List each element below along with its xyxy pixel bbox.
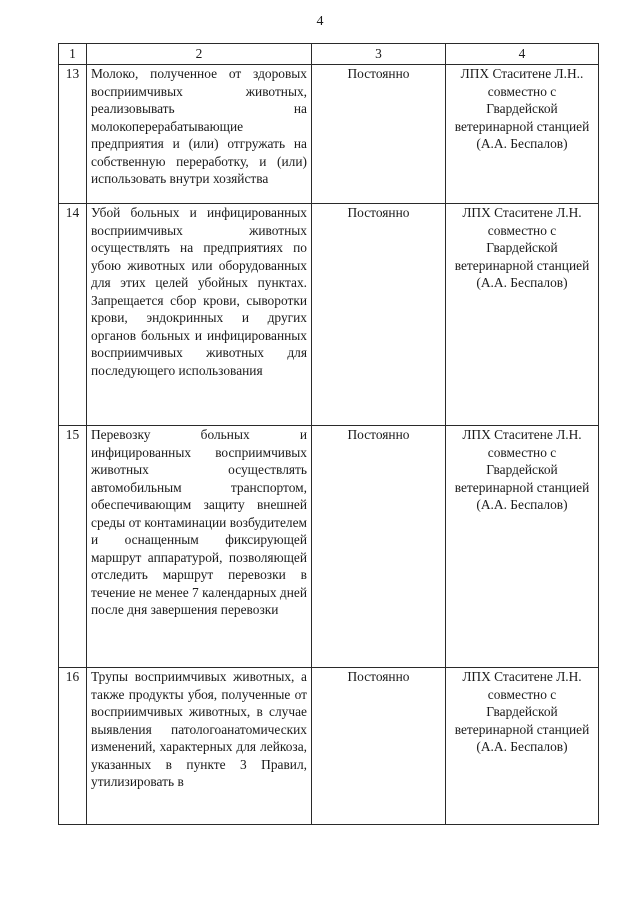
page-number: 4 — [316, 14, 324, 29]
responsible-line: ЛПХ Стаситене Л.Н.. — [460, 66, 584, 81]
row-number: 14 — [59, 204, 87, 426]
responsible-line: Гвардейской — [486, 240, 558, 255]
row-number: 16 — [59, 668, 87, 825]
table-row — [59, 65, 599, 204]
responsible-line: ветеринарной станцией — [454, 479, 590, 495]
column-header: 1 — [59, 44, 87, 65]
responsible-line: Гвардейской — [486, 462, 558, 477]
measure-description: Перевозку больных и инфицированных восприимчивых животных осуществлять автомобильным транспортом, обеспечивающим защиту внешней среды от контаминации возбудителем и оснащенным фиксирующей маршрут аппаратурой, позволяющей отследить маршрут перевозки в течение не менее 7 календарных дней после дня завершения перевозки — [87, 426, 312, 668]
responsible-line: совместно с — [487, 686, 557, 702]
column-header: 4 — [446, 44, 599, 65]
table-header-row — [59, 44, 599, 65]
measure-description: Трупы восприимчивых животных, а также продукты убоя, полученные от восприимчивых животных, в случае выявления патологоанатомических изменений, характерных для лейкоза, указанных в пункте 3 Правил, утилизировать в — [87, 668, 312, 825]
responsible-line: ветеринарной станцией — [454, 257, 590, 273]
table-row — [59, 204, 599, 426]
responsible-line: Гвардейской — [486, 704, 558, 719]
table-row — [59, 668, 599, 825]
responsible-party — [446, 65, 599, 204]
responsible-line: ЛПХ Стаситене Л.Н. — [462, 427, 582, 442]
column-header: 2 — [87, 44, 312, 65]
measure-period: Постоянно — [312, 426, 446, 668]
row-number: 15 — [59, 426, 87, 668]
measure-period: Постоянно — [312, 668, 446, 825]
measure-description: Молоко, полученное от здоровых восприимчивых животных, реализовывать на молокоперерабатывающие предприятия и (или) отгружать на собственную переработку, и (или) использовать внутри хозяйства — [87, 65, 312, 204]
responsible-line: ЛПХ Стаситене Л.Н. — [462, 669, 582, 684]
responsible-line: совместно с — [487, 444, 557, 460]
responsible-line: ветеринарной станцией — [454, 118, 590, 134]
responsible-line: ЛПХ Стаситене Л.Н. — [462, 205, 582, 220]
measure-period: Постоянно — [312, 65, 446, 204]
measures-table — [58, 43, 599, 825]
responsible-line: (А.А. Беспалов) — [476, 739, 568, 754]
responsible-line: (А.А. Беспалов) — [476, 497, 568, 512]
row-number: 13 — [59, 65, 87, 204]
measure-description: Убой больных и инфицированных восприимчивых животных осуществлять на предприятиях по убою животных или оборудованных для этих целей убойных пунктах. Запрещается сбор крови, сыворотки крови, эндокринных и других органов больных и инфицированных восприимчивых животных для последующего использования — [87, 204, 312, 426]
responsible-party — [446, 204, 599, 426]
responsible-line: совместно с — [487, 222, 557, 238]
table-row — [59, 426, 599, 668]
column-header: 3 — [312, 44, 446, 65]
measure-period: Постоянно — [312, 204, 446, 426]
responsible-line: (А.А. Беспалов) — [476, 136, 568, 151]
responsible-line: совместно с — [487, 83, 557, 99]
responsible-line: (А.А. Беспалов) — [476, 275, 568, 290]
responsible-line: ветеринарной станцией — [454, 721, 590, 737]
responsible-line: Гвардейской — [486, 101, 558, 116]
responsible-party — [446, 426, 599, 668]
responsible-party — [446, 668, 599, 825]
